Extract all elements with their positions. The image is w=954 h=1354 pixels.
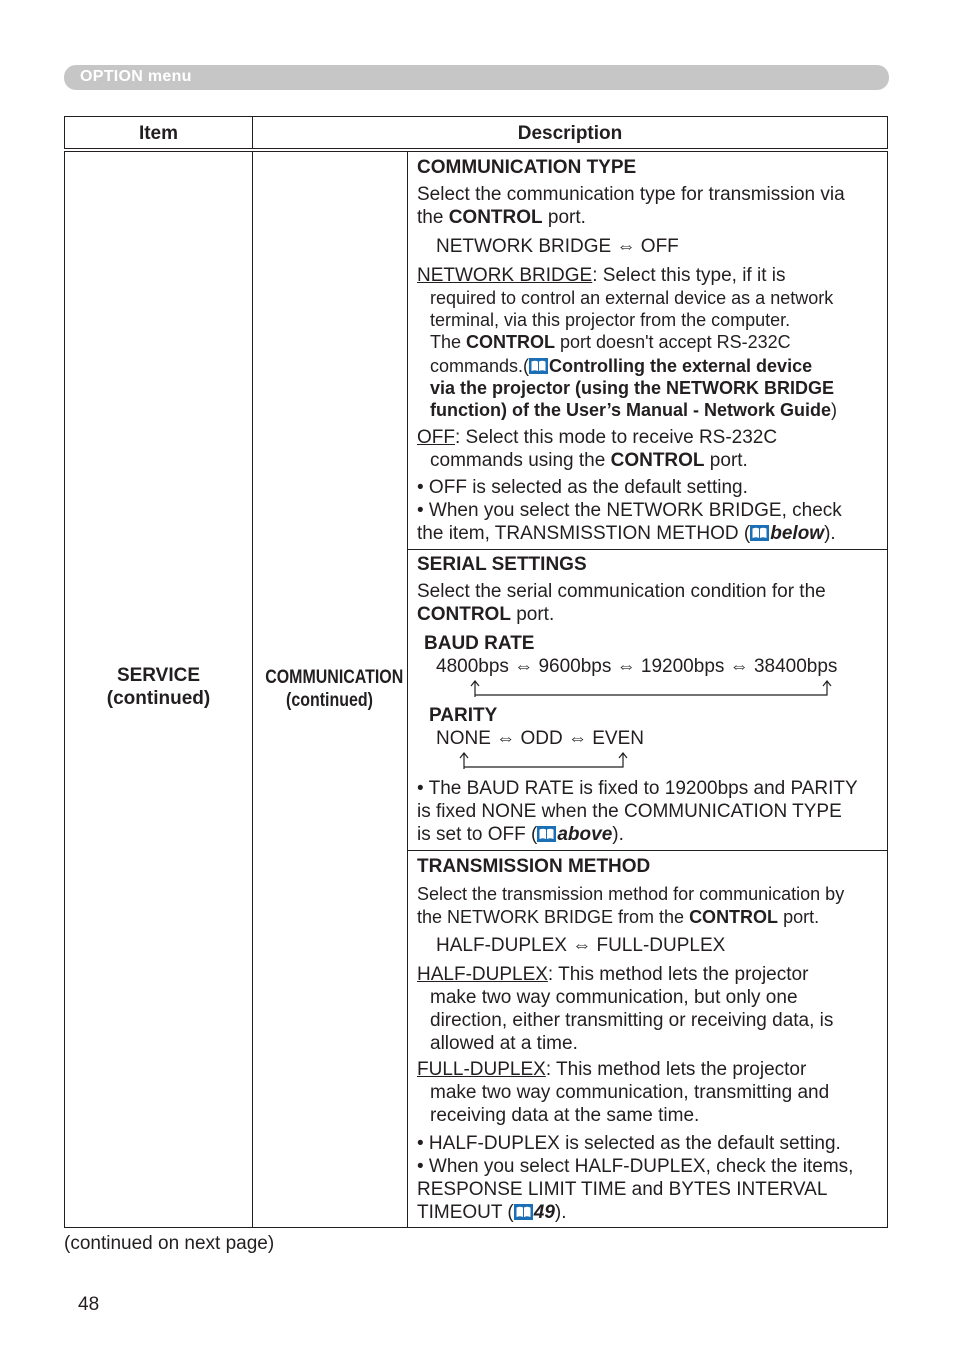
page-reference-link[interactable]: 49 (533, 1202, 555, 1223)
description-line: Select the serial communication condition for the (417, 581, 826, 602)
column-header-description: Description (517, 123, 623, 144)
item-cell (65, 664, 252, 710)
description-line: Select the transmission method for communication by (417, 884, 845, 904)
manual-reference-link[interactable]: via the projector (using the NETWORK BRIDGE (430, 378, 835, 398)
description-line: function) of the User’s Manual - Network Guide) (430, 400, 838, 420)
description-line: direction, either transmitting or receiving data, is (430, 1010, 834, 1031)
page-reference-link[interactable]: above (557, 824, 613, 845)
table-header-row (64, 116, 888, 149)
baud-rate-title: BAUD RATE (424, 633, 535, 654)
description-line: FULL-DUPLEX: This method lets the projector (417, 1059, 807, 1080)
description-line: commands.( Controlling the external device (430, 356, 813, 376)
note-line: • OFF is selected as the default setting. (417, 477, 748, 498)
note-line: is fixed NONE when the COMMUNICATION TYPE (417, 801, 842, 822)
row-divider (407, 850, 887, 851)
page-number: 48 (78, 1294, 100, 1315)
description-line: NETWORK BRIDGE: Select this type, if it is (417, 265, 786, 286)
baud-rate-options: 4800bps ⇔ 9600bps ⇔ 19200bps ⇔ 38400bps (436, 656, 838, 677)
cycle-arrow-icon (459, 749, 629, 771)
description-line: terminal, via this projector from the computer. (430, 310, 791, 330)
description-line: OFF: Select this mode to receive RS-232C (417, 427, 778, 448)
description-line: make two way communication, transmitting and (430, 1082, 830, 1103)
serial-settings-title: SERIAL SETTINGS (417, 554, 587, 575)
subitem-label: COMMUNICATION (265, 667, 404, 688)
column-divider (407, 152, 408, 1227)
manual-reference-link[interactable]: function) of the User’s Manual - Network Guide (430, 400, 832, 420)
item-label: SERVICE (116, 665, 201, 686)
description-line: The CONTROL port doesn't accept RS-232C (430, 332, 791, 352)
column-divider (252, 152, 253, 1227)
description-line: receiving data at the same time. (430, 1105, 700, 1126)
option-table (64, 151, 888, 1228)
description-line: the CONTROL port. (417, 207, 586, 228)
description-line: required to control an external device as a network (430, 288, 834, 308)
note-line: is set to OFF ( above). (417, 824, 624, 845)
book-icon (750, 525, 769, 541)
option-values: HALF-DUPLEX ⇔ FULL-DUPLEX (436, 935, 726, 956)
manual-reference-link[interactable]: Controlling the external device (549, 356, 813, 376)
half-duplex-term: HALF-DUPLEX (417, 964, 548, 985)
section-title: OPTION menu (80, 68, 192, 85)
description-line: allowed at a time. (430, 1033, 578, 1054)
parity-title: PARITY (429, 705, 498, 726)
book-icon (537, 826, 556, 842)
column-header-item: Item (65, 117, 253, 148)
section-header-bar (64, 65, 889, 90)
transmission-method-title: TRANSMISSION METHOD (417, 856, 651, 877)
continued-note: (continued on next page) (64, 1233, 275, 1254)
serial-settings-cell (417, 553, 887, 848)
full-duplex-term: FULL-DUPLEX (417, 1059, 546, 1080)
note-line: the item, TRANSMISSTION METHOD ( below). (417, 523, 836, 544)
communication-type-title: COMMUNICATION TYPE (417, 157, 637, 178)
transmission-method-cell (417, 855, 887, 1225)
cycle-arrow-icon (470, 677, 832, 699)
note-line: TIMEOUT ( 49). (417, 1202, 567, 1223)
description-line: commands using the CONTROL port. (430, 450, 748, 471)
book-icon (514, 1204, 533, 1220)
book-icon (529, 358, 548, 374)
off-term: OFF (417, 427, 455, 448)
option-values: NETWORK BRIDGE ⇔ OFF (436, 236, 679, 257)
network-bridge-term: NETWORK BRIDGE (417, 265, 593, 286)
row-divider (407, 549, 887, 550)
description-line: Select the communication type for transmission via (417, 184, 845, 205)
note-line: RESPONSE LIMIT TIME and BYTES INTERVAL (417, 1179, 828, 1200)
subitem-label-continued: (continued) (286, 690, 373, 711)
note-line: • HALF-DUPLEX is selected as the default setting. (417, 1133, 841, 1154)
parity-options: NONE ⇔ ODD ⇔ EVEN (436, 728, 644, 749)
page-reference-link[interactable]: below (770, 523, 825, 544)
note-line: • The BAUD RATE is fixed to 19200bps and PARITY (417, 778, 858, 799)
description-line: HALF-DUPLEX: This method lets the projector (417, 964, 809, 985)
note-line: • When you select the NETWORK BRIDGE, check (417, 500, 842, 521)
description-line: make two way communication, but only one (430, 987, 798, 1008)
description-line: the NETWORK BRIDGE from the CONTROL port. (417, 907, 820, 927)
description-line: CONTROL port. (417, 604, 555, 625)
item-label-continued: (continued) (106, 688, 211, 709)
note-line: • When you select HALF-DUPLEX, check the items, (417, 1156, 854, 1177)
subitem-cell (265, 666, 404, 712)
communication-type-cell (417, 156, 887, 546)
